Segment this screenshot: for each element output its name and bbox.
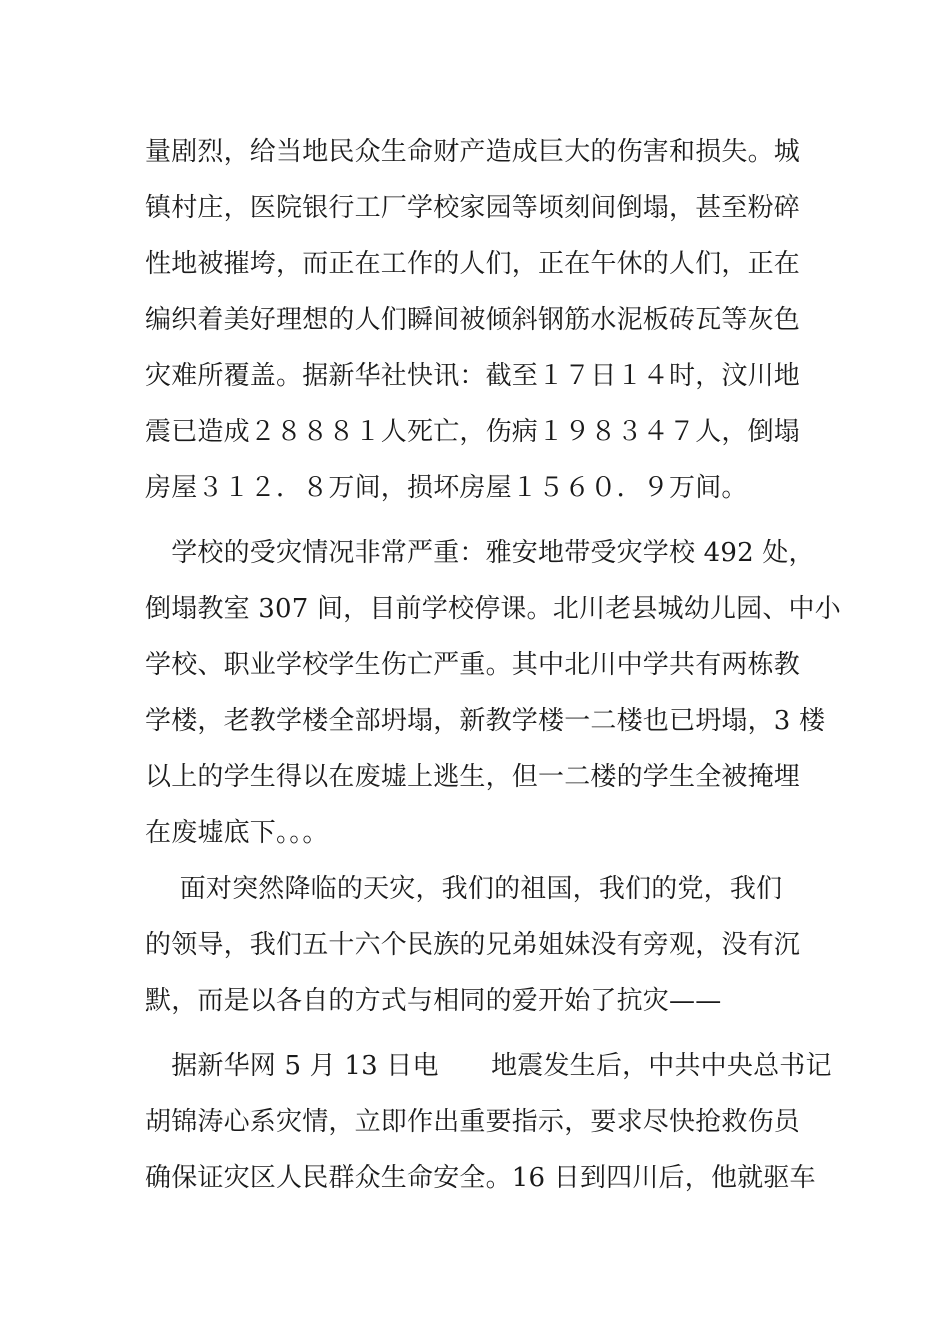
text-line: 学校、职业学校学生伤亡严重。其中北川中学共有两栋教 bbox=[145, 650, 801, 680]
text-line: 编织着美好理想的人们瞬间被倾斜钢筋水泥板砖瓦等灰色 bbox=[145, 305, 801, 335]
text-line: 震已造成２８８８１人死亡，伤病１９８３４７人，倒塌 bbox=[145, 417, 801, 447]
text-line: 默，而是以各自的方式与相同的爱开始了抗灾—— bbox=[145, 986, 722, 1016]
text-line: 据新华网 5 月 13 日电 地震发生后，中共中央总书记 bbox=[145, 1051, 832, 1081]
text-line: 倒塌教室 307 间，目前学校停课。北川老县城幼儿园、中小 bbox=[145, 594, 841, 624]
text-line: 量剧烈，给当地民众生命财产造成巨大的伤害和损失。城 bbox=[145, 137, 801, 167]
text-line: 以上的学生得以在废墟上逃生，但一二楼的学生全被掩埋 bbox=[145, 762, 801, 792]
text-line: 灾难所覆盖。据新华社快讯：截至１７日１４时，汶川地 bbox=[145, 361, 801, 391]
text-line: 胡锦涛心系灾情，立即作出重要指示，要求尽快抢救伤员 bbox=[145, 1107, 801, 1137]
text-line: 房屋３１２．８万间，损坏房屋１５６０．９万间。 bbox=[145, 473, 748, 503]
text-line: 学楼，老教学楼全部坍塌，新教学楼一二楼也已坍塌，3 楼 bbox=[145, 706, 826, 736]
text-line: 的领导，我们五十六个民族的兄弟姐妹没有旁观，没有沉 bbox=[145, 930, 801, 960]
text-line: 确保证灾区人民群众生命安全。16 日到四川后，他就驱车 bbox=[145, 1163, 816, 1193]
text-line: 面对突然降临的天灾，我们的祖国，我们的党，我们 bbox=[145, 874, 783, 904]
text-line: 在废墟底下。。。 bbox=[145, 818, 329, 848]
text-line: 学校的受灾情况非常严重：雅安地带受灾学校 492 处， bbox=[145, 538, 815, 568]
text-line: 性地被摧垮，而正在工作的人们，正在午休的人们，正在 bbox=[145, 249, 801, 279]
text-line: 镇村庄，医院银行工厂学校家园等顷刻间倒塌，甚至粉碎 bbox=[145, 193, 801, 223]
